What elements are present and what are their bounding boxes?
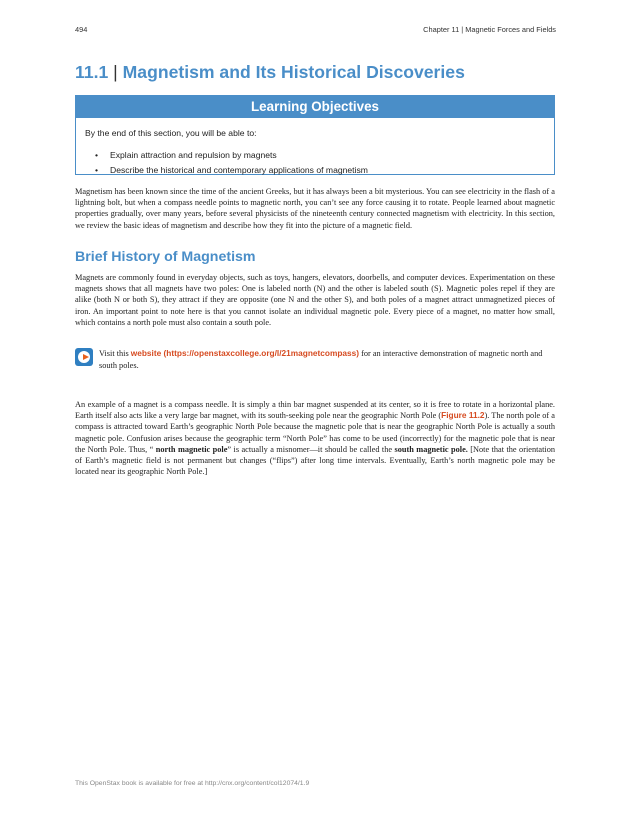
learning-objectives-intro: By the end of this section, you will be able to:: [85, 128, 257, 138]
section-title: [75, 62, 465, 83]
subsection-title: Brief History of Magnetism: [75, 249, 256, 265]
interactive-prefix: Visit this: [99, 349, 131, 358]
compass-paragraph: [75, 399, 555, 477]
interactive-callout: [75, 347, 555, 373]
interactive-media-icon: [75, 348, 93, 366]
text-run: ). The north pole of a compass is attracted toward Earth’s geographic North Pole because the magnetic pole that is near the geographic North Pole is actually a south magnetic pole. Confusion arises because the geographic term “North Pole” has come to be used (incorrectly) for the magnetic pole that is near the North Pole. Thus, “: [75, 411, 555, 454]
text-run: ” is actually a misnomer—it should be called the: [227, 444, 395, 454]
objective-text: Explain attraction and repulsion by magnets: [110, 150, 277, 160]
bullet-icon: •: [95, 150, 99, 160]
list-item: [95, 148, 368, 163]
list-item: [95, 163, 368, 178]
section-title-text: Magnetism and Its Historical Discoveries: [122, 62, 465, 82]
website-link[interactable]: website (https://openstaxcollege.org/l/21magnetcompass): [130, 348, 359, 358]
bold-term: north magnetic pole: [155, 444, 228, 454]
figure-reference-link[interactable]: Figure 11.2: [441, 410, 485, 421]
section-separator: |: [113, 62, 118, 82]
learning-objectives-box: [75, 95, 555, 175]
chapter-title: Chapter 11 | Magnetic Forces and Fields: [423, 25, 556, 34]
bold-term: south magnetic pole.: [394, 444, 468, 454]
text-run: [Note that the orientation of Earth’s magnetic field is not permanent but changes (“flips”) after long time intervals. Eventually, Earth’s north magnetic pole may be located near its geographic North Pole.]: [75, 444, 555, 477]
objective-text: Describe the historical and contemporary applications of magnetism: [110, 164, 368, 175]
interactive-text: [99, 348, 555, 371]
history-paragraph: Magnets are commonly found in everyday objects, such as toys, hangers, elevators, doorbells, and computer devices. Experimentation on these magnets shows that all magnets have two poles: One is labeled north (N) and the other is labeled south (S). Magnetic poles repel if they are alike (both N or both S), they attract if they are opposite (one N and the other S), and both poles of a magnet attract unmagnetized pieces of iron. An important point to note here is that you cannot isolate an individual magnetic pole. Every piece of a magnet, no matter how small, which contains a north pole must also contain a south pole.: [75, 273, 555, 327]
page-footer: This OpenStax book is available for free at http://cnx.org/content/col12074/1.9: [75, 780, 310, 787]
page-number: 494: [75, 25, 88, 34]
learning-objectives-heading: Learning Objectives: [76, 96, 554, 118]
learning-objectives-list: [95, 148, 368, 177]
interactive-suffix: for an interactive demonstration of magnetic north and south poles.: [99, 349, 543, 370]
bullet-icon: •: [95, 164, 99, 175]
section-number: 11.1: [75, 62, 109, 82]
intro-paragraph: Magnetism has been known since the time of the ancient Greeks, but it has always been a bit mysterious. You can see electricity in the flash of a lightning bolt, but when a compass needle points to magnetic north, you can’t see any force causing it to rotate. People learned about magnetic properties gradually, over many years, before several physicists of the nineteenth century connected magnetism with electricity. In this section, we review the basic ideas of magnetism and describe how they fit into the picture of a magnetic field.: [75, 187, 555, 230]
text-run: An example of a magnet is a compass needle. It is simply a thin bar magnet suspended at its center, so it is free to rotate in a horizontal plane. Earth itself also acts like a very large bar magnet, with its south-seeking pole near the geographic North Pole (: [75, 400, 555, 421]
